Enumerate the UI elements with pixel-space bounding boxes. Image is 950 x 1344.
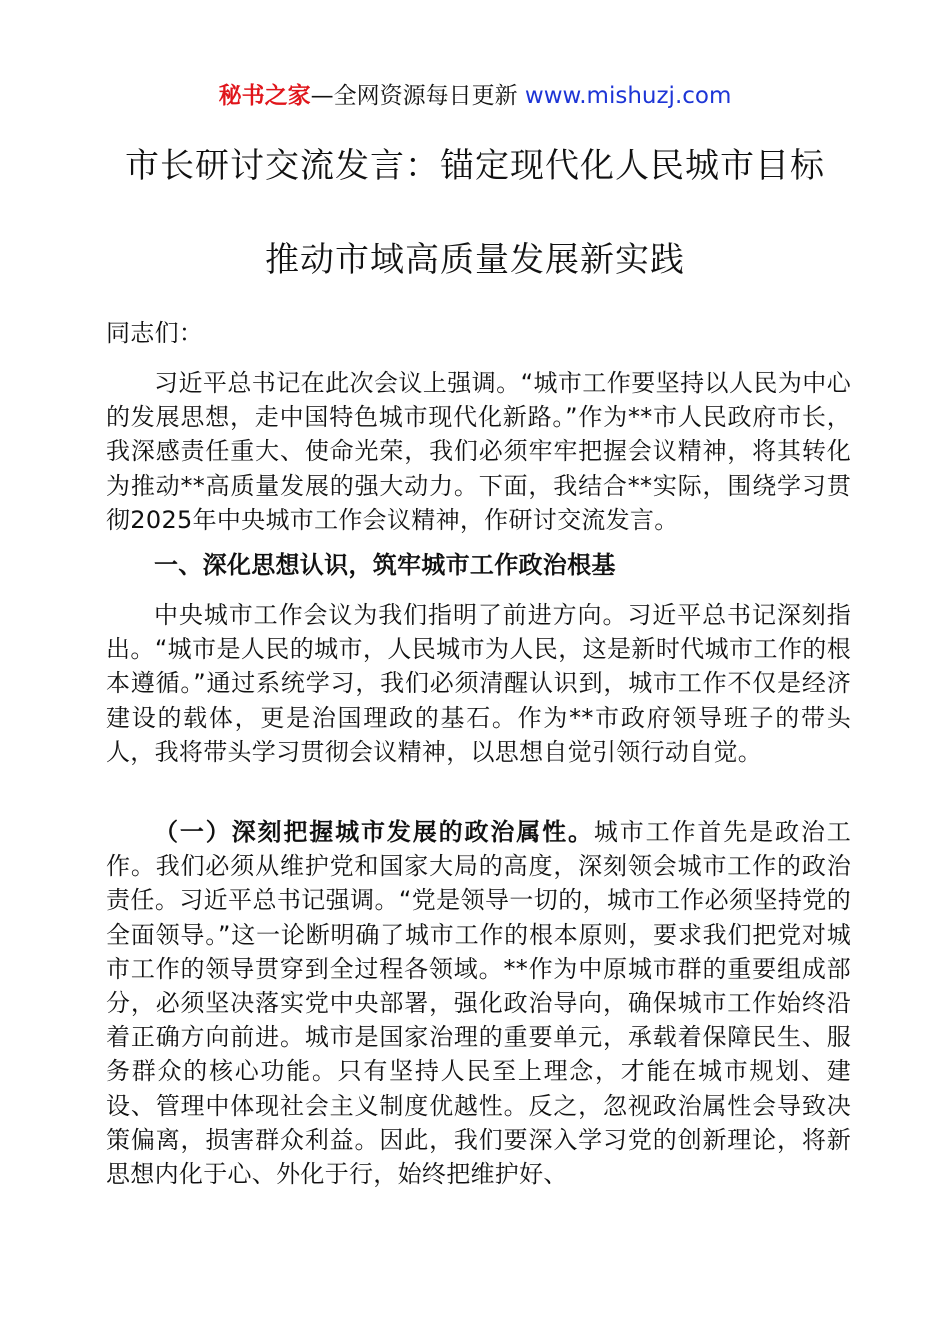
section-heading-1: 一、深化思想认识，筑牢城市工作政治根基 bbox=[154, 551, 616, 579]
subsection-heading-1: （一）深刻把握城市发展的政治属性。 bbox=[154, 818, 594, 846]
site-url-link[interactable]: www.mishuzj.com bbox=[524, 83, 732, 109]
brand-name: 秘书之家 bbox=[218, 83, 311, 109]
document-title-line-2: 推动市域高质量发展新实践 bbox=[265, 240, 685, 280]
document-title-line-1: 市长研讨交流发言：锚定现代化人民城市目标 bbox=[125, 146, 825, 186]
site-header bbox=[0, 80, 950, 112]
header-tagline: —全网资源每日更新 bbox=[310, 83, 525, 109]
paragraph-section-1: 中央城市工作会议为我们指明了前进方向。习近平总书记深刻指出。“城市是人民的城市，人民城市为人民，这是新时代城市工作的根本遵循。”通过系统学习，我们必须清醒认识到，城市工作不仅是经济建设的载体，更是治国理政的基石。作为**市政府领导班子的带头人，我将带头学习贯彻会议精神，以思想自觉引领行动自觉。 bbox=[106, 601, 851, 766]
salutation: 同志们： bbox=[106, 319, 204, 347]
paragraph-intro: 习近平总书记在此次会议上强调。“城市工作要坚持以人民为中心的发展思想，走中国特色城市现代化新路。”作为**市人民政府市长，我深感责任重大、使命光荣，我们必须牢牢把握会议精神，将其转化为推动**高质量发展的强大动力。下面，我结合**实际，围绕学习贯彻2025年中央城市工作会议精神，作研讨交流发言。 bbox=[106, 369, 851, 534]
subsection-body-1: 城市工作首先是政治工作。我们必须从维护党和国家大局的高度，深刻领会城市工作的政治责任。习近平总书记强调。“党是领导一切的，城市工作必须坚持党的全面领导。”这一论断明确了城市工作的根本原则，要求我们把党对城市工作的领导贯穿到全过程各领域。**作为中原城市群的重要组成部分，必须坚决落实党中央部署，强化政治导向，确保城市工作始终沿着正确方向前进。城市是国家治理的重要单元，承载着保障民生、服务群众的核心功能。只有坚持人民至上理念，才能在城市规划、建设、管理中体现社会主义制度优越性。反之，忽视政治属性会导致决策偏离，损害群众利益。因此，我们要深入学习党的创新理论，将新思想内化于心、外化于行，始终把维护好、 bbox=[106, 818, 851, 1189]
paragraph-subsection-1 bbox=[106, 815, 851, 1191]
